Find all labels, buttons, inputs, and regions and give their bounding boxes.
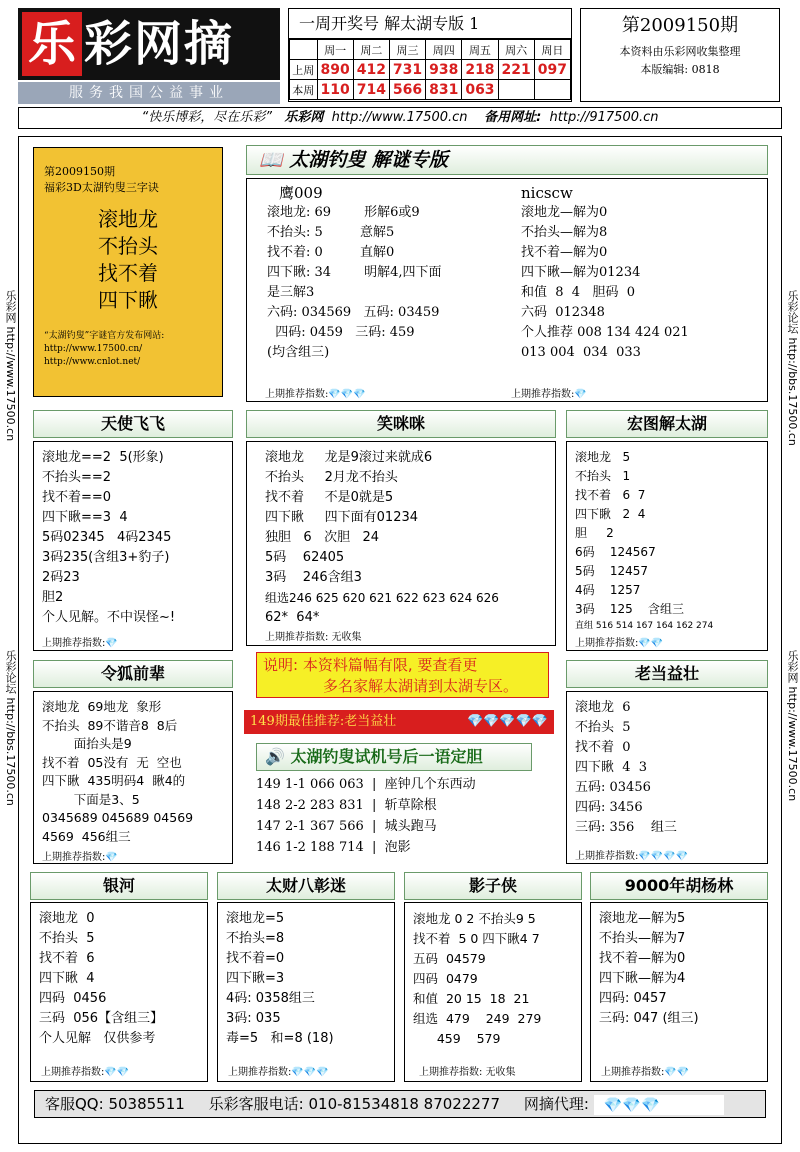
rating-label: 上期推荐指数: bbox=[511, 389, 575, 400]
taicai-header: 太财八彰迷 bbox=[217, 872, 395, 900]
phone-number: 010-81534818 87022277 bbox=[308, 1095, 501, 1113]
riddle-line: 滚地龙 bbox=[98, 207, 158, 231]
tip-line: 滚地龙 5 bbox=[575, 450, 631, 464]
hongtu-body bbox=[566, 441, 768, 651]
rating-label: 上期推荐指数: bbox=[575, 851, 639, 862]
draw-number: 831 bbox=[426, 80, 462, 100]
taihu-line: 滚地龙—解为0 bbox=[521, 205, 608, 220]
best-pick-text: 149期最佳推荐:老当益壮 bbox=[250, 714, 397, 729]
tip-line: 5码02345 4码2345 bbox=[42, 530, 172, 545]
tip-line: 不抬头 2月龙不抬头 bbox=[265, 470, 398, 485]
draw-number: 566 bbox=[389, 80, 425, 100]
day-cell: 周六 bbox=[498, 40, 534, 60]
yingzi-body bbox=[404, 902, 582, 1082]
speaker-icon: 🔊 bbox=[265, 747, 285, 766]
tip-line: 滚地龙 6 bbox=[575, 700, 631, 715]
tip-line: 面抬头是9 bbox=[42, 736, 132, 751]
logo-slogan: 服务我国公益事业 bbox=[18, 82, 280, 104]
laodang-header: 老当益壮 bbox=[566, 660, 768, 688]
tip-line: 四下瞅 四下面有01234 bbox=[265, 510, 419, 525]
tip-line: 6码 124567 bbox=[575, 545, 656, 559]
tip-line: 四下瞅==3 4 bbox=[42, 510, 128, 525]
tianshi-header: 天使飞飞 bbox=[33, 410, 233, 438]
yinhe-header: 银河 bbox=[30, 872, 208, 900]
panel-issue: 第2009150期 bbox=[44, 165, 115, 178]
tip-line: 个人见解。不中误怪~! bbox=[42, 610, 176, 625]
day-cell: 周三 bbox=[389, 40, 425, 60]
logo-char: 乐 bbox=[22, 12, 82, 76]
author-name: nicscw bbox=[521, 184, 573, 202]
issue-number: 第2009150期 bbox=[621, 15, 739, 36]
taicai-body bbox=[217, 902, 395, 1082]
source-url2[interactable]: http://www.cnlot.net/ bbox=[44, 357, 141, 367]
backup-url[interactable]: http://917500.cn bbox=[549, 110, 659, 125]
rating: 上期推荐指数: 无收集 bbox=[265, 632, 362, 643]
taihu-line: 四下瞅—解为01234 bbox=[521, 265, 641, 280]
tip-line: 3码235(含组3+豹子) bbox=[42, 550, 170, 565]
rating bbox=[265, 385, 366, 405]
day-cell: 周五 bbox=[462, 40, 498, 60]
tip-line: 三码: 356 组三 bbox=[575, 820, 677, 835]
yinhe-body bbox=[30, 902, 208, 1082]
rating bbox=[511, 385, 587, 405]
rating bbox=[42, 634, 118, 654]
tip-line: 三码 056【含组三】 bbox=[39, 1011, 164, 1026]
draw-number: 218 bbox=[462, 60, 498, 80]
tip-line: 不抬头 5 bbox=[575, 720, 631, 735]
tip-line: 四码 0479 bbox=[413, 971, 478, 986]
url-bar bbox=[18, 107, 782, 129]
huyang-header: 9000年胡杨林 bbox=[590, 872, 768, 900]
rating: 上期推荐指数: 无收集 bbox=[419, 1067, 516, 1078]
notice-line: 多名家解太湖请到太湖专区。 bbox=[323, 677, 519, 695]
rating-label: 上期推荐指数: bbox=[41, 1067, 105, 1078]
tip-line: 组选 479 249 279 bbox=[413, 1011, 542, 1026]
rating bbox=[601, 1063, 689, 1083]
last-week-row bbox=[290, 60, 571, 80]
xiaomimi-header: 笑咪咪 bbox=[246, 410, 556, 438]
taihu-line: 是三解3 bbox=[267, 285, 315, 300]
tip-line: 五码 04579 bbox=[413, 951, 486, 966]
tip-line: 找不着 5 0 四下瞅4 7 bbox=[413, 931, 540, 946]
linghu-header: 令狐前辈 bbox=[33, 660, 233, 688]
tip-line: 四码: 0457 bbox=[599, 991, 667, 1006]
logo bbox=[18, 8, 280, 102]
tip-line: 五码: 03456 bbox=[575, 780, 651, 795]
book-icon: 📖 bbox=[259, 149, 283, 171]
tip-line: 4569 456组三 bbox=[42, 828, 131, 844]
tip-line: 四下瞅 435明码4 瞅4的 bbox=[42, 773, 186, 788]
weekly-draw-panel bbox=[288, 8, 572, 102]
riddle-line: 不抬头 bbox=[98, 234, 158, 258]
taihu-right bbox=[521, 183, 761, 363]
qq-label: 客服QQ: bbox=[45, 1095, 104, 1113]
gem-icon: 💎 bbox=[574, 389, 587, 400]
author-name: 鹰009 bbox=[279, 184, 323, 202]
tip-line: 找不着 6 bbox=[39, 951, 95, 966]
tip-line: 胆 2 bbox=[575, 526, 614, 540]
yingzi-header: 影子侠 bbox=[404, 872, 582, 900]
side-left-bottom: 乐彩论坛 http://bbs.17500.cn bbox=[4, 650, 17, 806]
rating bbox=[41, 1063, 129, 1083]
gem-icon: 💎 bbox=[105, 638, 118, 649]
tip-line: 四下瞅 2 4 bbox=[575, 507, 646, 521]
tip-line: 不抬头=8 bbox=[226, 931, 285, 946]
tip-line: 4码: 0358组三 bbox=[226, 991, 315, 1006]
rating bbox=[575, 634, 663, 653]
taihu-line: 个人推荐 008 134 424 021 bbox=[521, 325, 689, 340]
draw-number: 714 bbox=[353, 80, 389, 100]
tip-line: 三码: 047 (组三) bbox=[599, 1011, 699, 1026]
issue-panel bbox=[580, 8, 780, 102]
footer-bar bbox=[34, 1090, 766, 1118]
shiji-header bbox=[256, 743, 532, 771]
tip-line: 找不着=0 bbox=[226, 951, 285, 966]
tip-line: 找不着==0 bbox=[42, 490, 112, 505]
draw-title: 一周开奖号 解太湖专版 1 bbox=[289, 9, 571, 39]
qq-number: 50385511 bbox=[108, 1095, 185, 1113]
taihu-line: 四码: 0459 三码: 459 bbox=[267, 325, 415, 340]
corner-cell bbox=[290, 40, 318, 60]
tip-line: 四下瞅=3 bbox=[226, 971, 285, 986]
backup-label: 备用网址: bbox=[484, 110, 542, 125]
tip-line: 滚地龙 69地龙 象形 bbox=[42, 699, 162, 714]
tip-line: 找不着 0 bbox=[575, 740, 631, 755]
tip-line: 0345689 045689 04569 bbox=[42, 810, 194, 825]
riddle-line: 找不着 bbox=[98, 261, 158, 285]
rating-label: 上期推荐指数: bbox=[228, 1067, 292, 1078]
logo-block bbox=[18, 8, 280, 80]
tip-line: 四下瞅—解为4 bbox=[599, 971, 686, 986]
gem-icon: 💎💎 bbox=[664, 1067, 690, 1078]
rating-label: 上期推荐指数: bbox=[42, 638, 106, 649]
taihu-body bbox=[246, 178, 768, 402]
tip-line: 独胆 6 次胆 24 bbox=[265, 530, 380, 545]
rating-label: 上期推荐指数: bbox=[601, 1067, 665, 1078]
notice-box bbox=[256, 652, 549, 698]
shiji-row: 147 2-1 367 566 | 城头跑马 bbox=[256, 819, 437, 834]
tip-line: 四码 0456 bbox=[39, 991, 107, 1006]
gem-icon: 💎 bbox=[105, 852, 118, 863]
taihu-line: 六码 012348 bbox=[521, 305, 605, 320]
taihu-line: 六码: 034569 五码: 03459 bbox=[267, 305, 440, 320]
taihu-line: 四下瞅: 34 明解4,四下面 bbox=[267, 265, 442, 280]
issue-line1: 本资料由乐彩网收集整理 bbox=[619, 45, 741, 58]
shiji-row: 148 2-2 283 831 | 斩草除根 bbox=[256, 798, 437, 813]
site-url[interactable]: http://www.17500.cn bbox=[331, 110, 468, 125]
tip-line: 滚地龙=5 bbox=[226, 911, 285, 926]
taihu-line: 013 004 034 033 bbox=[521, 345, 641, 360]
xiaomimi-body bbox=[246, 441, 556, 646]
tip-line: 2码23 bbox=[42, 570, 80, 585]
draw-number: 938 bbox=[426, 60, 462, 80]
draw-number bbox=[534, 80, 570, 100]
draw-table bbox=[289, 39, 571, 100]
tip-line: 下面是3、5 bbox=[42, 791, 140, 807]
draw-number: 063 bbox=[462, 80, 498, 100]
side-left-top: 乐彩网 http://www.17500.cn bbox=[4, 290, 17, 442]
tip-line: 和值 20 15 18 21 bbox=[413, 991, 530, 1006]
issue-line2: 本版编辑: 0818 bbox=[640, 63, 720, 76]
day-cell: 周四 bbox=[426, 40, 462, 60]
rating bbox=[575, 847, 688, 867]
gem-icon: 💎💎💎 bbox=[328, 389, 366, 400]
draw-number: 221 bbox=[498, 60, 534, 80]
row-label: 本周 bbox=[290, 80, 318, 100]
tip-line: 胆2 bbox=[42, 590, 64, 605]
tip-line: 3码 125 含组三 bbox=[575, 602, 685, 616]
gem-icon: 💎💎💎💎💎 bbox=[467, 714, 548, 729]
tip-line: 找不着 6 7 bbox=[575, 488, 646, 502]
tip-line: 不抬头 1 bbox=[575, 469, 631, 483]
taihu-line: 和值 8 4 胆码 0 bbox=[521, 285, 636, 300]
tip-line: 找不着 不是0就是5 bbox=[265, 490, 394, 505]
tip-line: 滚地龙 0 bbox=[39, 911, 95, 926]
tip-line: 3码 246含组3 bbox=[265, 570, 362, 585]
gem-icon: 💎💎💎 bbox=[291, 1067, 329, 1078]
day-cell: 周日 bbox=[534, 40, 570, 60]
riddle-lines bbox=[44, 206, 212, 314]
tip-line: 毒=5 和=8 (18) bbox=[226, 1031, 334, 1046]
rating-label: 上期推荐指数: bbox=[265, 389, 329, 400]
taihu-line: 滚地龙: 69 形解6或9 bbox=[267, 205, 420, 220]
shiji-title: 太湖钓叟试机号后一语定胆 bbox=[290, 747, 483, 766]
tip-line: 找不着 05没有 无 空也 bbox=[42, 754, 182, 770]
tip-line: 3码: 035 bbox=[226, 1011, 281, 1026]
taihu-line: (均含组三) bbox=[267, 345, 330, 360]
taihu-header bbox=[246, 145, 768, 175]
agent-label: 网摘代理: bbox=[523, 1095, 589, 1113]
taihu-left bbox=[267, 183, 517, 363]
tip-line: 四码: 3456 bbox=[575, 800, 643, 815]
url-slogan: “快乐博彩，尽在乐彩” bbox=[141, 110, 272, 125]
day-cell: 周二 bbox=[353, 40, 389, 60]
tip-line: 滚地龙—解为5 bbox=[599, 911, 686, 926]
side-right-bottom: 乐彩网 http://www.17500.cn bbox=[786, 650, 799, 802]
tip-line: 找不着—解为0 bbox=[599, 951, 686, 966]
gem-icon: 💎💎 bbox=[638, 638, 664, 649]
side-right-top: 乐彩论坛 http://bbs.17500.cn bbox=[786, 290, 799, 446]
gem-icon: 💎💎 bbox=[104, 1067, 130, 1078]
sanzijue-panel bbox=[33, 147, 223, 397]
shiji-row: 149 1-1 066 063 | 座钟几个东西动 bbox=[256, 777, 476, 792]
tip-line: 个人见解 仅供参考 bbox=[39, 1031, 156, 1046]
best-pick-bar bbox=[244, 710, 554, 734]
rating bbox=[42, 849, 118, 868]
shiji-body bbox=[250, 774, 556, 864]
taihu-line: 找不着—解为0 bbox=[521, 245, 608, 260]
panel-subtitle: 福彩3D太湖钓叟三字诀 bbox=[44, 181, 159, 194]
tip-line: 四下瞅 4 bbox=[39, 971, 95, 986]
phone-label: 乐彩客服电话: bbox=[208, 1095, 304, 1113]
taihu-line: 不抬头: 5 意解5 bbox=[267, 225, 395, 240]
gem-icon: 💎💎💎 bbox=[603, 1095, 660, 1114]
tip-line: 滚地龙 龙是9滚过来就成6 bbox=[265, 450, 433, 465]
draw-number: 110 bbox=[317, 80, 353, 100]
tip-line: 滚地龙==2 5(形象) bbox=[42, 450, 164, 465]
linghu-body bbox=[33, 691, 233, 864]
tip-line: 62* 64* bbox=[265, 610, 320, 625]
draw-number: 412 bbox=[353, 60, 389, 80]
tip-line: 不抬头 5 bbox=[39, 931, 95, 946]
row-label: 上周 bbox=[290, 60, 318, 80]
rating-label: 上期推荐指数: bbox=[42, 852, 106, 863]
tip-line: 四下瞅 4 3 bbox=[575, 760, 648, 775]
draw-number: 731 bbox=[389, 60, 425, 80]
draw-number: 097 bbox=[534, 60, 570, 80]
rating-label: 上期推荐指数: bbox=[575, 638, 639, 649]
taihu-line: 找不着: 0 直解0 bbox=[267, 245, 395, 260]
laodang-body bbox=[566, 691, 768, 864]
rating bbox=[228, 1063, 329, 1083]
source-label: “太湖钓叟”字谜官方发布网站: bbox=[44, 331, 165, 341]
this-week-row bbox=[290, 80, 571, 100]
taihu-title: 太湖钓叟 解谜专版 bbox=[289, 149, 448, 171]
huyang-body bbox=[590, 902, 768, 1082]
riddle-line: 四下瞅 bbox=[98, 288, 158, 312]
draw-number: 890 bbox=[317, 60, 353, 80]
tip-line: 直组 516 514 167 164 162 274 bbox=[575, 621, 714, 631]
notice-line: 说明: 本资料篇幅有限, 要查看更 bbox=[263, 656, 478, 674]
agent-field bbox=[594, 1095, 724, 1115]
tip-line: 不抬头—解为7 bbox=[599, 931, 686, 946]
tip-line: 4码 1257 bbox=[575, 583, 641, 597]
tip-line: 5码 12457 bbox=[575, 564, 649, 578]
tip-line: 组选246 625 620 621 622 623 624 626 bbox=[265, 591, 499, 605]
tip-line: 不抬头==2 bbox=[42, 470, 112, 485]
logo-text: 彩网摘 bbox=[84, 16, 235, 72]
draw-number bbox=[498, 80, 534, 100]
tip-line: 5码 62405 bbox=[265, 550, 345, 565]
gem-icon: 💎💎💎💎 bbox=[638, 851, 689, 862]
tip-line: 459 579 bbox=[413, 1031, 501, 1046]
day-cell: 周一 bbox=[317, 40, 353, 60]
source-url1[interactable]: http://www.17500.cn/ bbox=[44, 344, 143, 354]
draw-days-row bbox=[290, 40, 571, 60]
taihu-line: 不抬头—解为8 bbox=[521, 225, 608, 240]
tip-line: 滚地龙 0 2 不抬头9 5 bbox=[413, 911, 536, 926]
tip-line: 不抬头 89不谐音8 8后 bbox=[42, 717, 178, 733]
tianshi-body bbox=[33, 441, 233, 651]
shiji-row: 146 1-2 188 714 | 泡影 bbox=[256, 840, 411, 855]
hongtu-header: 宏图解太湖 bbox=[566, 410, 768, 438]
site-name: 乐彩网 bbox=[284, 110, 324, 125]
